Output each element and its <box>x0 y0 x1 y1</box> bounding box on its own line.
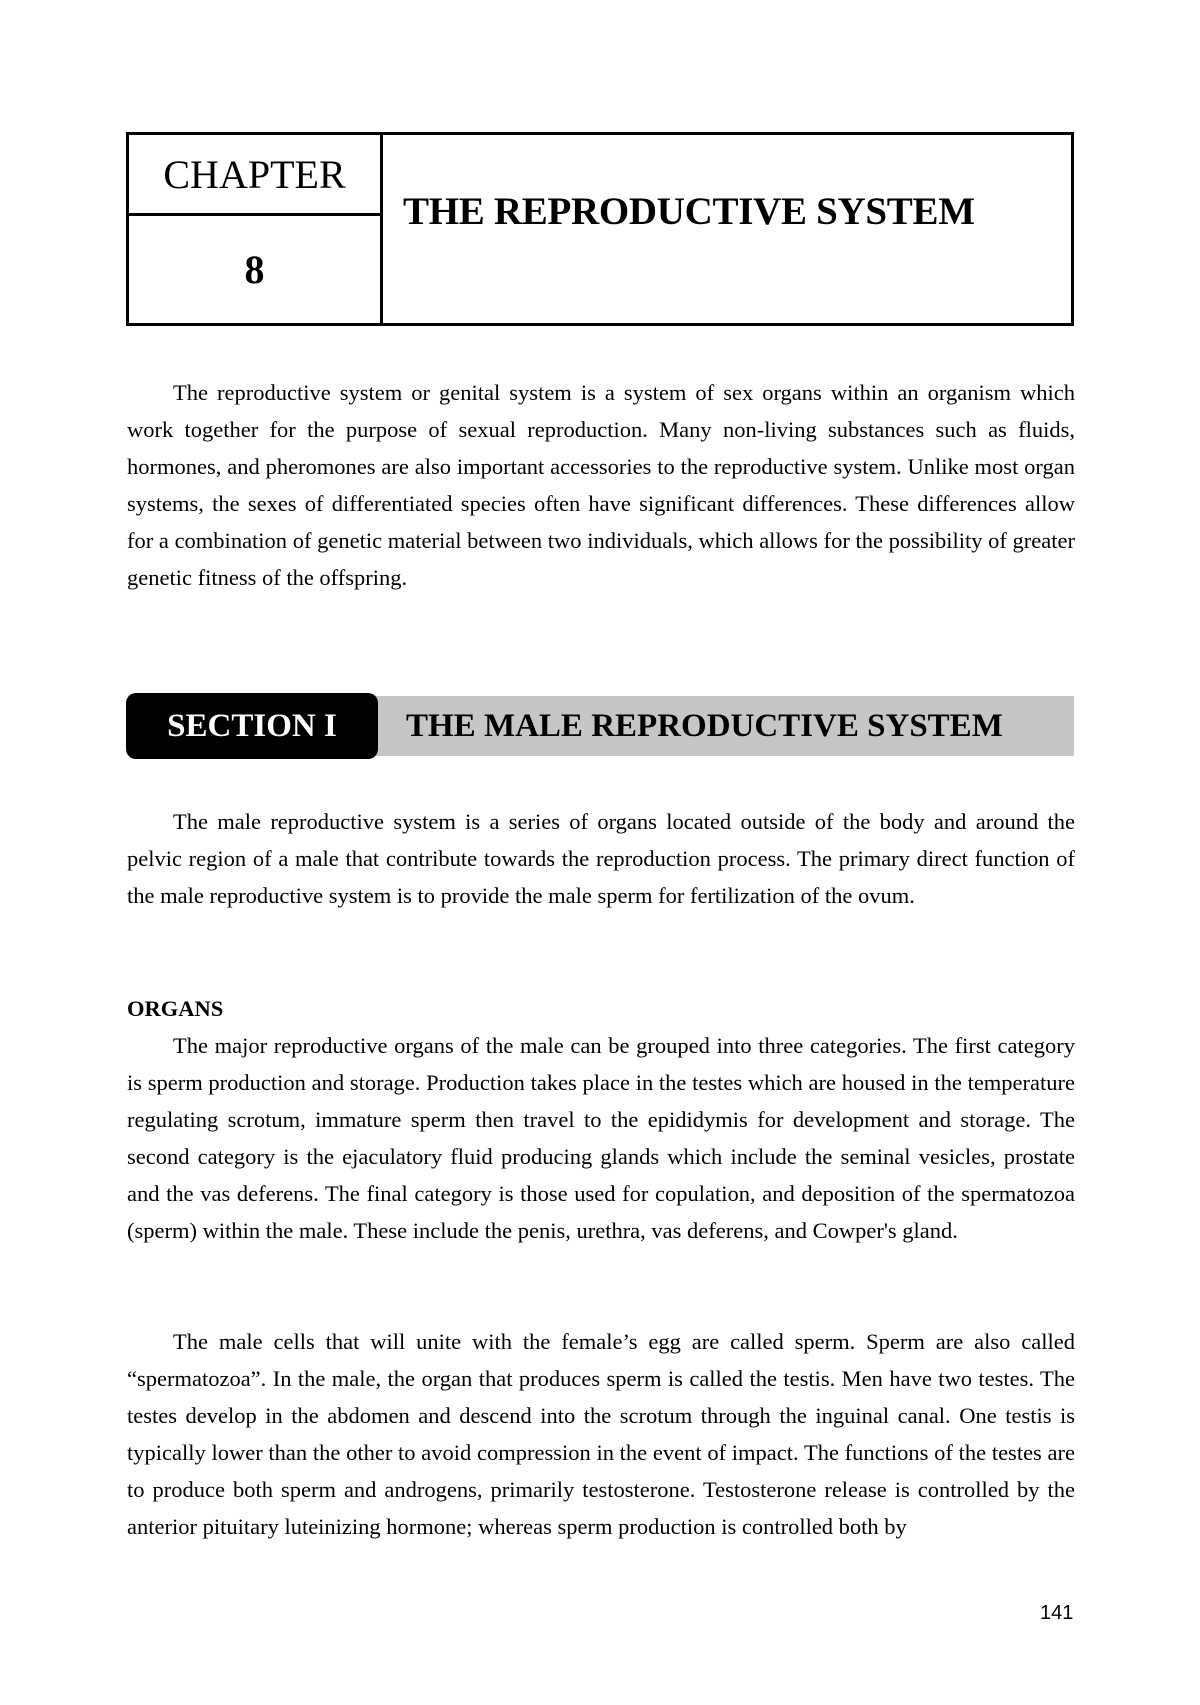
chapter-label: CHAPTER <box>129 135 380 216</box>
organs-paragraph-2: The male cells that will unite with the female’s egg are called sperm. Sperm are also called “spermatozoa”. In the male, the organ that produces sperm is called the testis. Men have two testes. The testes develop in the abdomen and descend into the scrotum through the inguinal canal. One testis is typically lower than the other to avoid compression in the event of impact. The functions of the testes are to produce both sperm and androgens, primarily testosterone. Testosterone release is controlled by the anterior pituitary luteinizing hormone; whereas sperm production is controlled both by <box>127 1329 1075 1539</box>
chapter-header-box <box>126 132 1074 326</box>
chapter-title: THE REPRODUCTIVE SYSTEM <box>403 189 975 233</box>
section-header <box>126 693 1074 759</box>
organs-paragraph-1: The major reproductive organs of the male can be grouped into three categories. The first category is sperm production and storage. Production takes place in the testes which are housed in the temperature regulating scrotum, immature sperm then travel to the epididymis for development and storage. The second category is the ejaculatory fluid producing glands which include the seminal vesicles, prostate and the vas deferens. The final category is those used for copulation, and deposition of the spermatozoa (sperm) within the male. These include the penis, urethra, vas deferens, and Cowper's gland. <box>127 1033 1075 1243</box>
chapter-label-column <box>129 135 383 323</box>
page-number: 141 <box>1040 1602 1074 1624</box>
chapter-number: 8 <box>244 247 265 292</box>
section-label: SECTION I <box>126 693 378 759</box>
section-title: THE MALE REPRODUCTIVE SYSTEM <box>406 707 1003 744</box>
intro-paragraph: The reproductive system or genital system is a system of sex organs within an organism which work together for the purpose of sexual reproduction. Many non-living substances such as fluids, hormones, and pheromones are also important accessories to the reproductive system. Unlike most organ systems, the sexes of differentiated species often have significant differences. These differences allow for a combination of genetic material between two individuals, which allows for the possibility of greater genetic fitness of the offspring. <box>127 380 1075 590</box>
organs-heading: ORGANS <box>127 996 224 1021</box>
section-intro-paragraph: The male reproductive system is a series of organs located outside of the body and around the pelvic region of a male that contribute towards the reproduction process. The primary direct function of the male reproductive system is to provide the male sperm for fertilization of the ovum. <box>127 809 1075 908</box>
